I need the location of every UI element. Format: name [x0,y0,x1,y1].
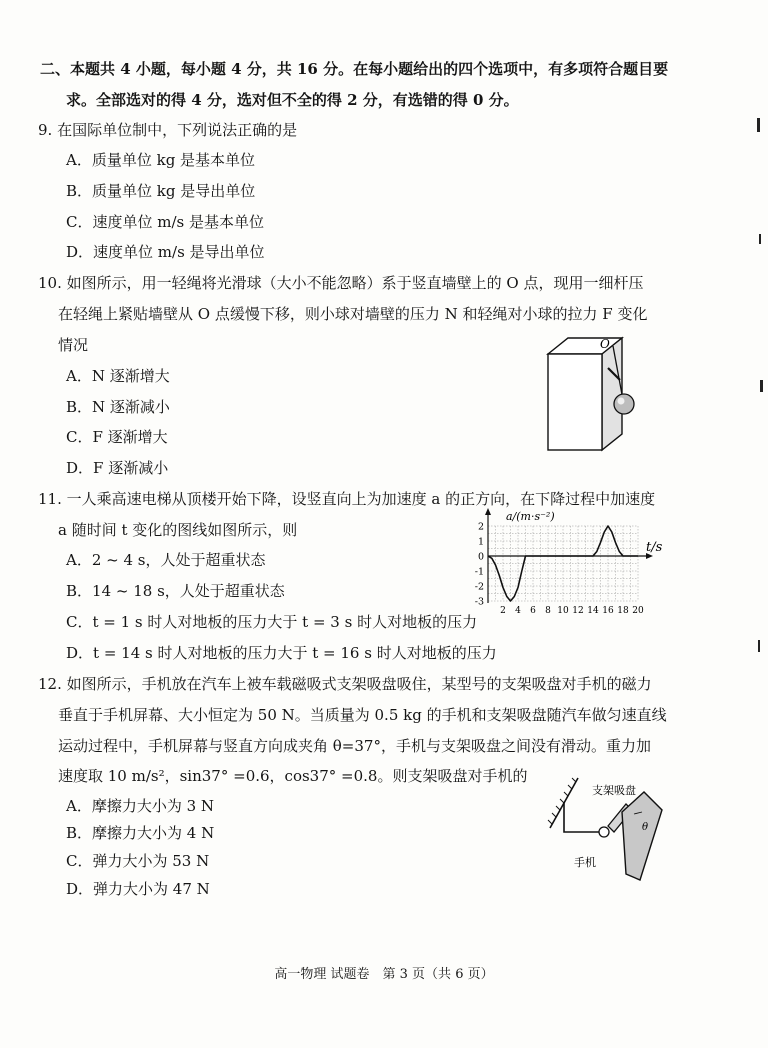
q10-stem-line2: 在轻绳上紧贴墙壁从 O 点缓慢下移，则小球对墙壁的压力 N 和轻绳对小球的拉力 F 变化 [58,305,648,323]
x-tick-label: 14 [587,606,599,616]
q9-option-b: B．质量单位 kg 是导出单位 [66,182,256,200]
q11-stem-line1: 11. 一人乘高速电梯从顶楼开始下降，设竖直向上为加速度 a 的正方向，在下降过程中加速度 [38,490,656,508]
q12-option-a: A．摩擦力大小为 3 N [66,797,215,815]
q10-option-a: A．N 逐渐增大 [66,367,170,385]
chart-tick-labels [475,522,644,617]
x-tick-label: 4 [515,606,521,616]
x-tick-label: 12 [572,606,584,616]
page-footer: 高一物理 试题卷 第 3 页（共 6 页） [274,967,494,982]
y-axis-arrow [485,508,491,515]
scan-speck [757,118,760,132]
q11-option-b: B．14 ~ 18 s，人处于超重状态 [66,582,285,600]
section-header-line1: 二、本题共 4 小题，每小题 4 分，共 16 分。在每小题给出的四个选项中，有多项符合题目要 [40,60,669,78]
chart-y-axis-label: a/(m·s⁻²) [506,510,555,523]
section-header-line2: 求。全部选对的得 4 分，选对但不全的得 2 分，有选错的得 0 分。 [66,91,519,109]
q10-stem-line3: 情况 [58,336,89,354]
q10-option-b: B．N 逐渐减小 [66,398,170,416]
q12-option-c: C．弹力大小为 53 N [66,852,210,870]
y-tick-label: 0 [477,551,484,563]
q11-option-d: D．t = 14 s 时人对地板的压力大于 t = 16 s 时人对地板的压力 [66,644,497,662]
holder-arm [564,802,602,832]
q12-stem-line1: 12. 如图所示，手机放在汽车上被车载磁吸式支架吸盘吸住，某型号的支架吸盘对手机的磁力 [38,675,652,693]
point-o-label: O [600,337,610,351]
q12-stem-line4: 速度取 10 m/s²，sin37° =0.6，cos37° =0.8。则支架吸盘对手机的 [58,767,528,785]
q10-option-c: C．F 逐渐增大 [66,428,168,446]
y-tick-label: 2 [477,521,484,533]
holder-ball-joint [599,827,609,837]
y-tick-label: -2 [474,581,484,593]
ball-highlight [618,398,625,405]
x-tick-label: 8 [545,606,551,616]
dashboard-hatching [548,778,576,824]
chart-grid [488,526,638,601]
scan-speck [759,234,761,244]
x-tick-label: 6 [530,606,536,616]
q11-option-a: A．2 ~ 4 s，人处于超重状态 [66,551,266,569]
holder-label: 支架吸盘 [592,784,636,797]
phone-label: 手机 [574,856,596,869]
q12-stem-line3: 运动过程中，手机屏幕与竖直方向成夹角 θ=37°，手机与支架吸盘之间没有滑动。重力加 [58,737,651,755]
wall-side-face [602,338,622,450]
q9-stem: 9. 在国际单位制中，下列说法正确的是 [38,121,298,139]
x-tick-label: 18 [617,606,629,616]
scan-speck [758,640,760,652]
x-tick-label: 16 [602,606,614,616]
q10-wall-ball-figure [540,334,650,454]
q10-option-d: D．F 逐渐减小 [66,459,169,477]
q9-option-d: D．速度单位 m/s 是导出单位 [66,243,265,261]
q12-option-b: B．摩擦力大小为 4 N [66,824,215,842]
q12-phone-holder-figure [544,774,666,886]
q10-stem-line1: 10. 如图所示，用一轻绳将光滑球（大小不能忽略）系于竖直墙壁上的 O 点，现用一细杆压 [38,274,644,292]
y-tick-label: 1 [477,536,484,548]
q12-option-d: D．弹力大小为 47 N [66,880,210,898]
theta-label: θ [642,822,649,833]
y-tick-label: -3 [474,596,484,608]
chart-x-axis-label: t/s [646,540,663,555]
q9-option-a: A．质量单位 kg 是基本单位 [66,151,256,169]
x-tick-label: 2 [500,606,506,616]
q11-acceleration-chart [466,505,678,619]
q12-stem-line2: 垂直于手机屏幕、大小恒定为 50 N。当质量为 0.5 kg 的手机和支架吸盘随汽车做匀速直线 [58,706,667,724]
q11-stem-line2: a 随时间 t 变化的图线如图所示，则 [58,521,298,539]
ball [614,394,634,414]
q11-option-c: C．t = 1 s 时人对地板的压力大于 t = 3 s 时人对地板的压力 [66,613,478,631]
scan-speck [760,380,763,392]
q9-option-c: C．速度单位 m/s 是基本单位 [66,213,264,231]
x-tick-label: 20 [632,606,644,616]
x-tick-label: 10 [557,606,569,616]
y-tick-label: -1 [474,566,484,578]
wall-front-face [548,354,602,450]
